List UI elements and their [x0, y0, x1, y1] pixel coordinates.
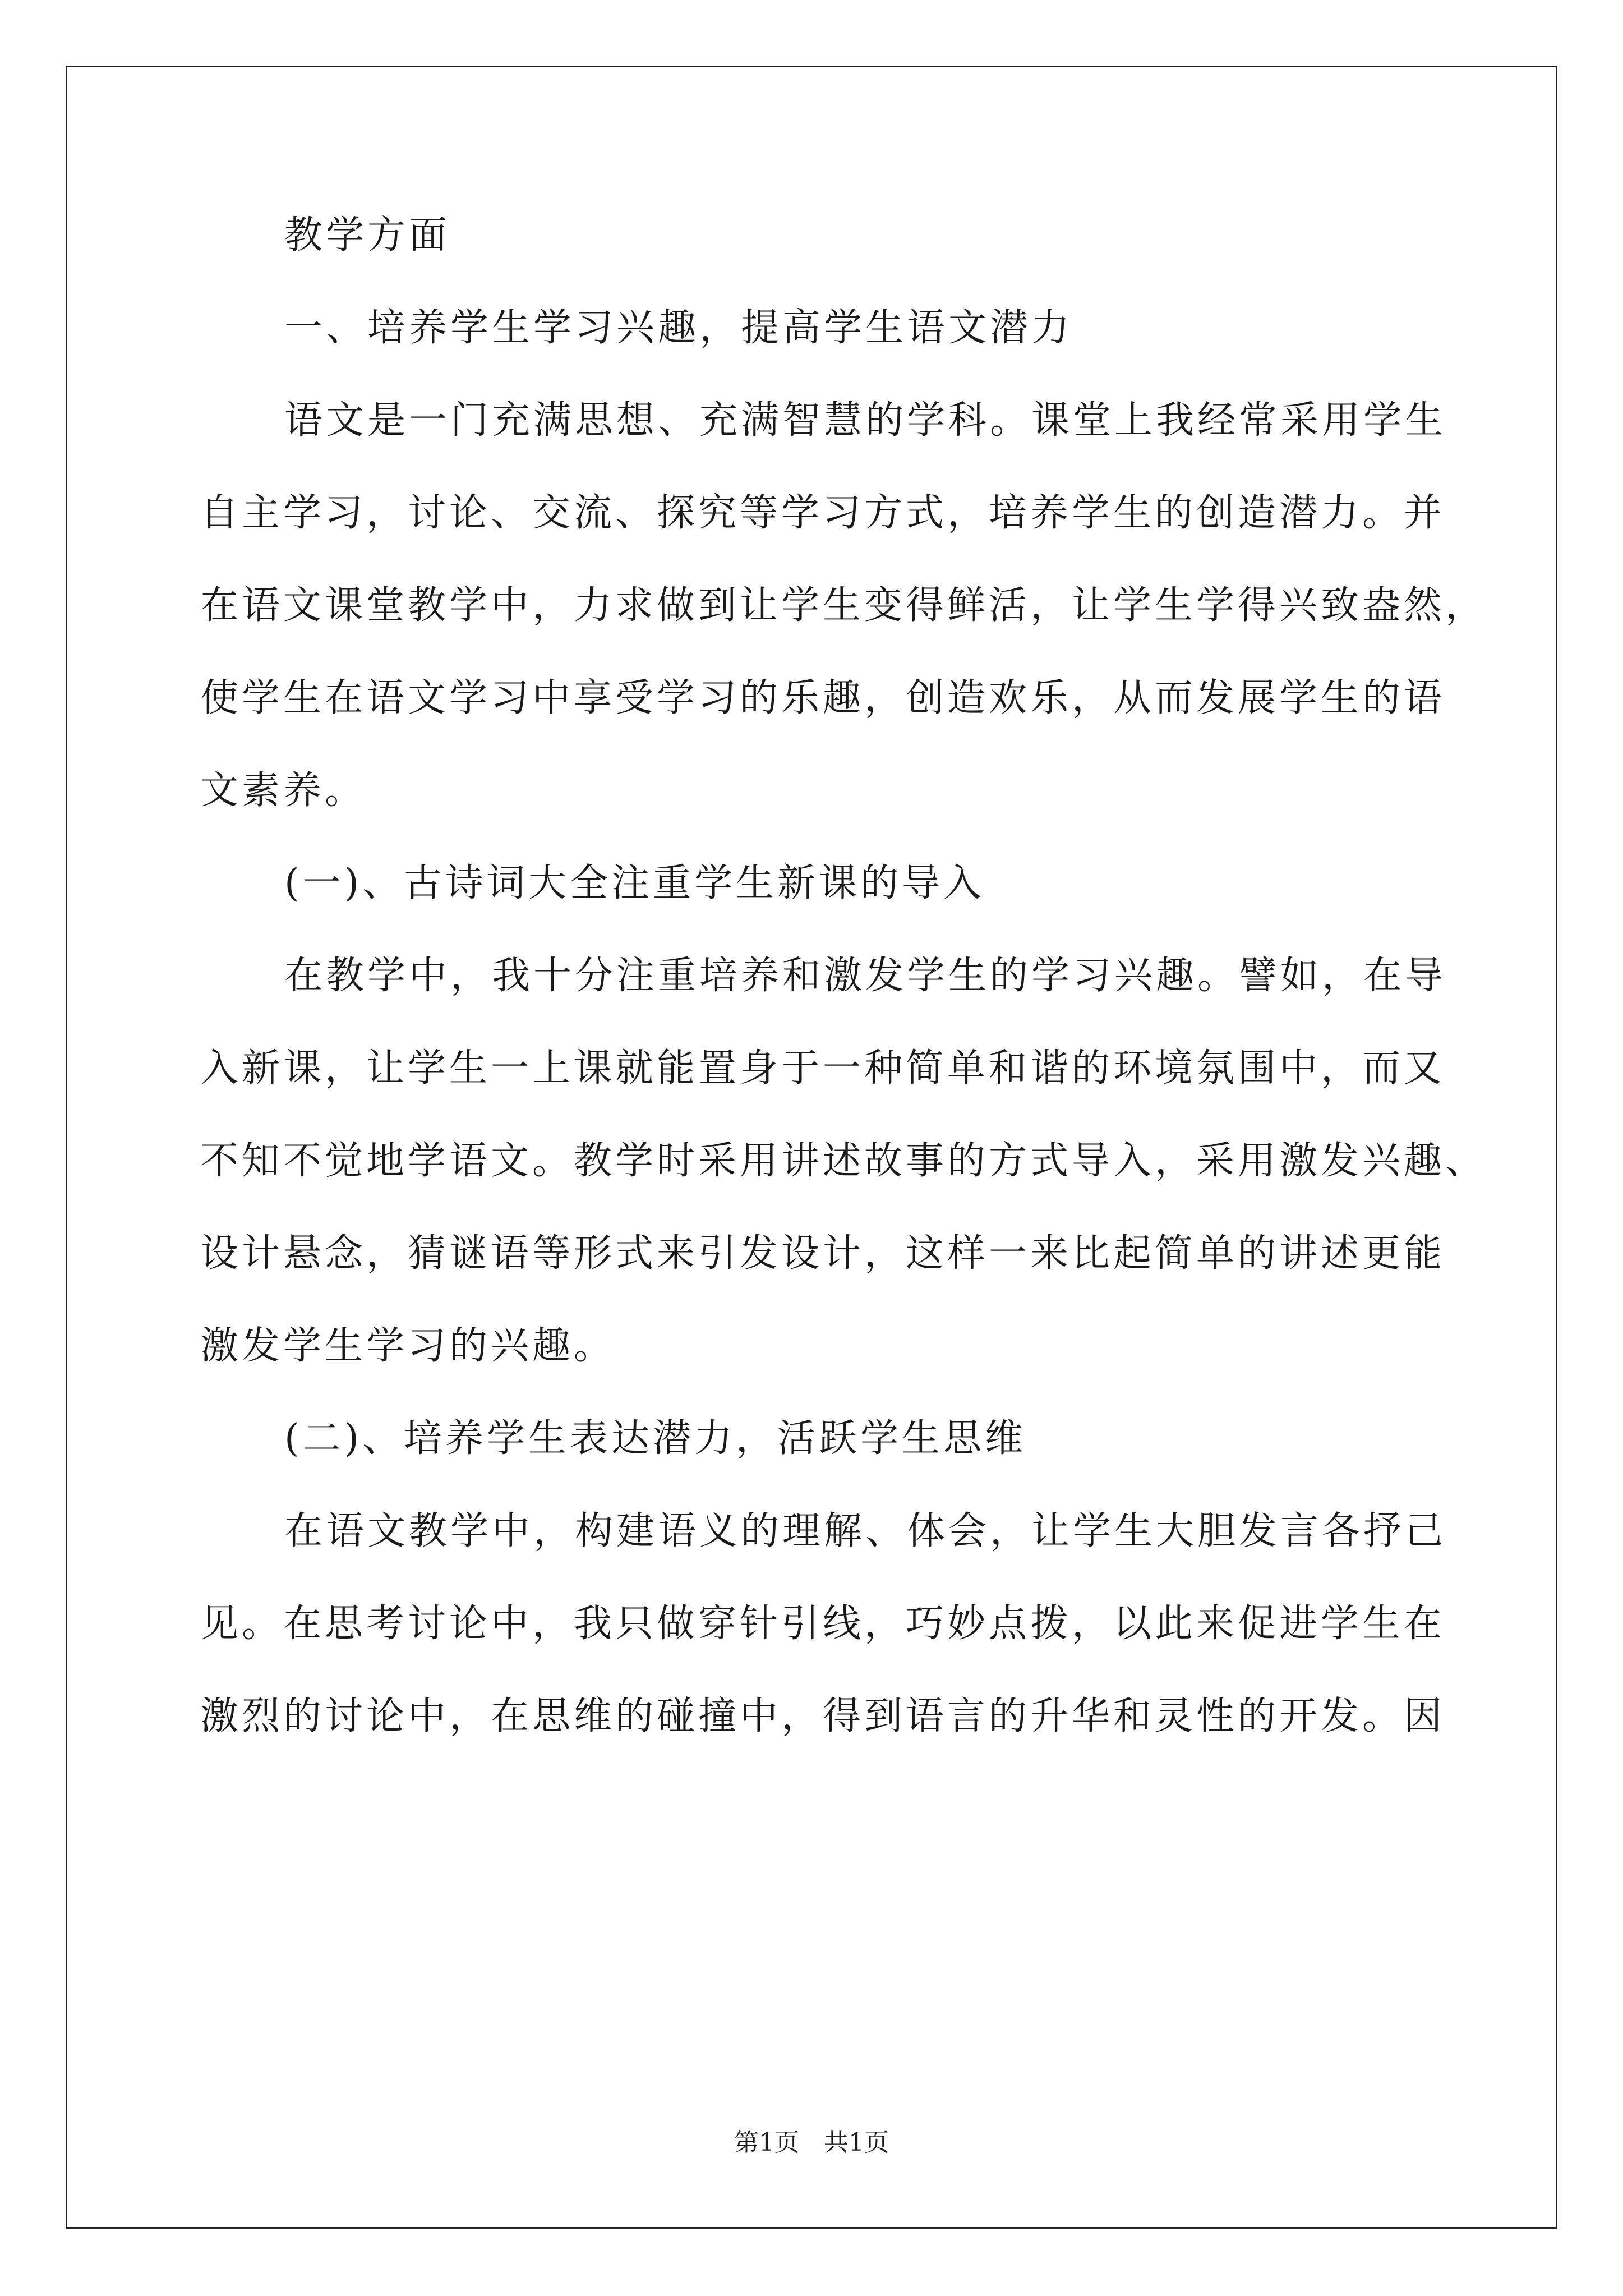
paragraph-line: 在教学中，我十分注重培养和激发学生的学习兴趣。譬如，在导 — [284, 954, 1447, 998]
paragraph-line: 激发学生学习的兴趣。 — [200, 1324, 616, 1368]
paragraph-line: 自主学习，讨论、交流、探究等学习方式，培养学生的创造潜力。并 — [200, 491, 1446, 535]
paragraph-line: 设计悬念，猜谜语等形式来引发设计，这样一来比起简单的讲述更能 — [200, 1231, 1446, 1276]
paragraph-line: 见。在思考讨论中，我只做穿针引线，巧妙点拨，以此来促进学生在 — [200, 1602, 1446, 1646]
paragraph-line: 激烈的讨论中，在思维的碰撞中，得到语言的升华和灵性的开发。因 — [200, 1694, 1446, 1738]
paragraph-line: 语文是一门充满思想、充满智慧的学科。课堂上我经常采用学生 — [284, 398, 1447, 443]
section-heading: 教学方面 — [284, 213, 451, 257]
subheading: (二)、培养学生表达潜力，活跃学生思维 — [284, 1416, 1027, 1461]
paragraph-line: 在语文课堂教学中，力求做到让学生变得鲜活，让学生学得兴致盎然， — [200, 583, 1487, 628]
subheading: (一)、古诗词大全注重学生新课的导入 — [284, 861, 985, 905]
paragraph-line: 文素养。 — [200, 769, 367, 813]
subheading: 一、培养学生学习兴趣，提高学生语文潜力 — [284, 306, 1073, 350]
paragraph-line: 入新课，让学生一上课就能置身于一种简单和谐的环境氛围中，而又 — [200, 1046, 1446, 1091]
page-footer: 第1页 共1页 — [734, 2128, 889, 2157]
paragraph-line: 在语文教学中，构建语义的理解、体会，让学生大胆发言各抒己 — [284, 1509, 1447, 1553]
paragraph-line: 使学生在语文学习中享受学习的乐趣，创造欢乐，从而发展学生的语 — [200, 676, 1446, 720]
paragraph-line: 不知不觉地学语文。教学时采用讲述故事的方式导入，采用激发兴趣、 — [200, 1139, 1487, 1183]
